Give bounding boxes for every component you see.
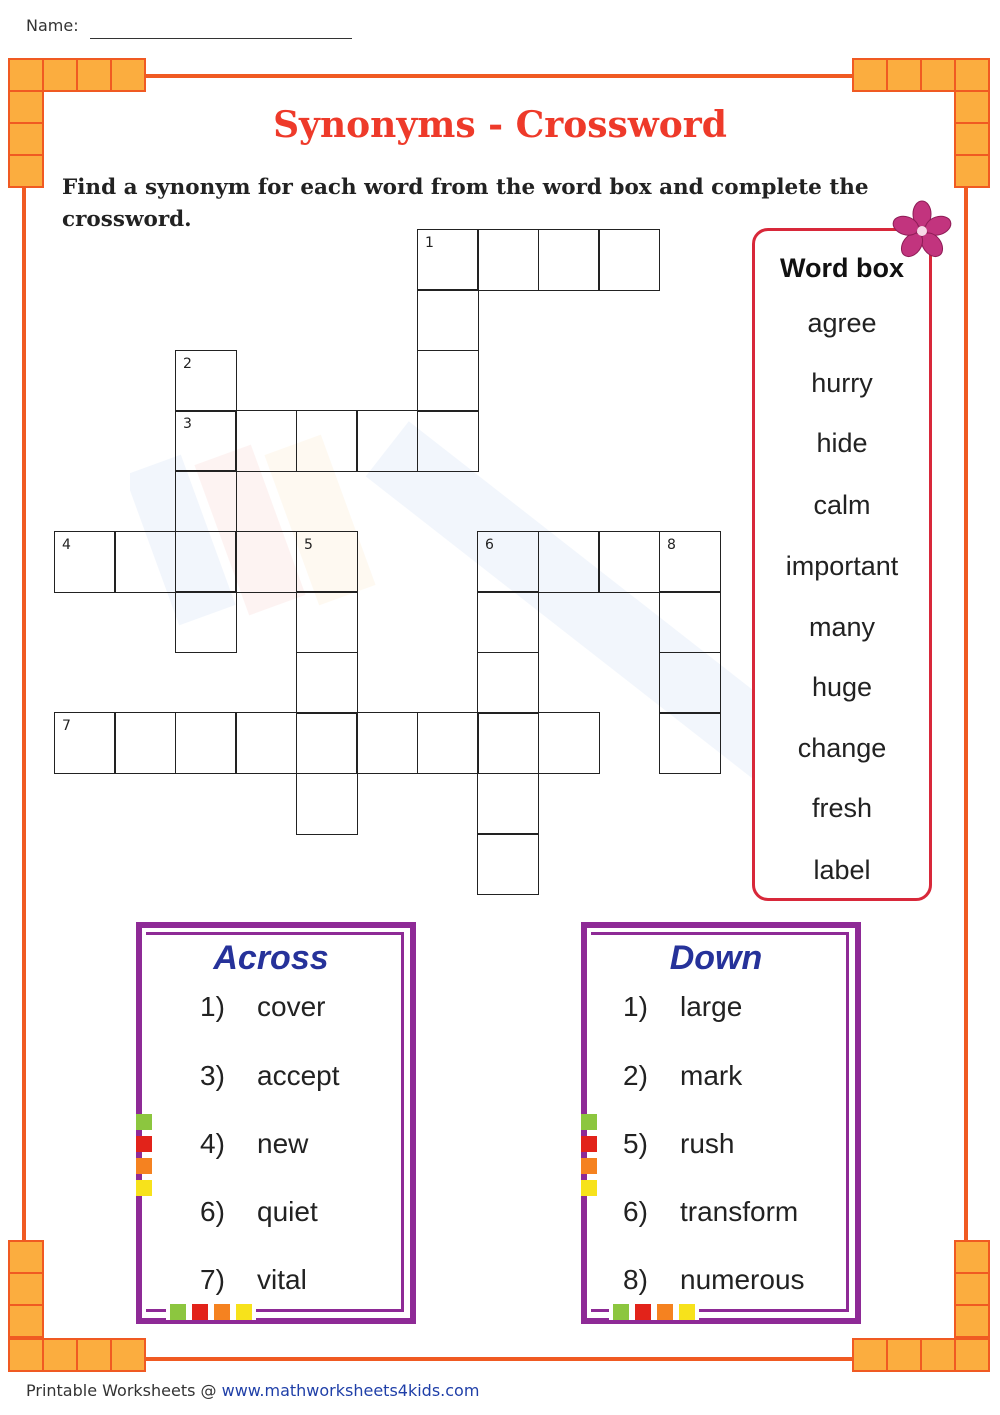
grid-cell[interactable] xyxy=(417,350,479,412)
grid-cell[interactable] xyxy=(54,712,116,774)
across-clue-word: accept xyxy=(257,1060,340,1091)
clue-number: 1 xyxy=(425,235,434,251)
grid-cell[interactable] xyxy=(477,712,539,774)
grid-cell[interactable] xyxy=(235,410,297,472)
down-clue-word: transform xyxy=(680,1196,799,1227)
grid-cell[interactable] xyxy=(477,531,539,593)
grid-cell[interactable] xyxy=(538,531,600,593)
grid-cell[interactable] xyxy=(114,531,176,593)
grid-cell[interactable] xyxy=(296,410,358,472)
grid-cell[interactable] xyxy=(477,833,539,895)
word-box-item: important xyxy=(785,551,899,581)
across-color-strip xyxy=(136,1114,152,1196)
down-clue-number: 2) xyxy=(623,1060,648,1091)
down-color-strip xyxy=(581,1114,597,1196)
across-clue-number: 3) xyxy=(200,1060,225,1091)
down-clue-word: numerous xyxy=(680,1264,805,1295)
across-clue-word: cover xyxy=(257,991,326,1022)
grid-cell[interactable] xyxy=(598,531,660,593)
grid-cell[interactable] xyxy=(477,773,539,835)
grid-cell[interactable] xyxy=(417,410,479,472)
across-color-strip-bottom xyxy=(166,1304,256,1320)
grid-cell[interactable] xyxy=(417,229,479,291)
grid-cell[interactable] xyxy=(659,531,721,593)
grid-cell[interactable] xyxy=(114,712,176,774)
grid-cell[interactable] xyxy=(235,531,297,593)
footer-label: Printable Worksheets @ xyxy=(26,1381,217,1400)
grid-cell[interactable] xyxy=(417,289,479,351)
down-clue-number: 5) xyxy=(623,1128,648,1159)
word-box-item: agree xyxy=(807,308,877,338)
grid-cell[interactable] xyxy=(659,652,721,714)
across-title: Across xyxy=(213,939,329,977)
down-clues-inner-border xyxy=(591,932,849,1312)
page-title: Synonyms - Crossword xyxy=(273,104,727,146)
clue-number: 3 xyxy=(183,416,192,432)
grid-cell[interactable] xyxy=(296,652,358,714)
across-clue-number: 4) xyxy=(200,1128,225,1159)
word-box-item: label xyxy=(813,855,871,885)
clue-number: 8 xyxy=(667,537,676,553)
grid-cell[interactable] xyxy=(296,531,358,593)
grid-cell[interactable] xyxy=(659,591,721,653)
grid-cell[interactable] xyxy=(175,410,237,472)
grid-cell[interactable] xyxy=(417,712,479,774)
across-clue-word: quiet xyxy=(257,1196,318,1227)
grid-cell[interactable] xyxy=(538,712,600,774)
footer xyxy=(26,1381,479,1400)
grid-cell[interactable] xyxy=(54,531,116,593)
clue-number: 7 xyxy=(62,718,71,734)
across-clues-inner-border xyxy=(146,932,404,1312)
name-input-line[interactable] xyxy=(90,38,352,39)
grid-cell[interactable] xyxy=(175,712,237,774)
word-box-item: huge xyxy=(811,672,873,702)
grid-cell[interactable] xyxy=(659,712,721,774)
grid-cell[interactable] xyxy=(175,350,237,412)
grid-cell[interactable] xyxy=(296,591,358,653)
down-clue-word: mark xyxy=(680,1060,743,1091)
grid-cell[interactable] xyxy=(175,470,237,532)
down-color-strip-bottom xyxy=(609,1304,699,1320)
word-box-title: Word box xyxy=(780,253,904,283)
grid-cell[interactable] xyxy=(175,531,237,593)
grid-cell[interactable] xyxy=(175,591,237,653)
clue-number: 2 xyxy=(183,356,192,372)
word-box-item: change xyxy=(797,733,887,763)
word-box-item: many xyxy=(808,612,876,642)
across-clue-word: vital xyxy=(257,1264,307,1295)
grid-cell[interactable] xyxy=(477,591,539,653)
grid-cell[interactable] xyxy=(477,229,539,291)
down-clue-number: 1) xyxy=(623,991,648,1022)
clue-number: 5 xyxy=(304,537,313,553)
name-label: Name: xyxy=(26,16,79,35)
down-clue-number: 6) xyxy=(623,1196,648,1227)
clue-number: 6 xyxy=(485,537,494,553)
word-box-item: hurry xyxy=(811,368,873,398)
clue-number: 4 xyxy=(62,537,71,553)
down-title: Down xyxy=(669,939,763,977)
grid-cell[interactable] xyxy=(477,652,539,714)
down-clue-number: 8) xyxy=(623,1264,648,1295)
across-clue-number: 1) xyxy=(200,991,225,1022)
down-clue-word: large xyxy=(680,991,743,1022)
grid-cell[interactable] xyxy=(296,773,358,835)
word-box-item: calm xyxy=(813,490,871,520)
grid-cell[interactable] xyxy=(598,229,660,291)
grid-cell[interactable] xyxy=(356,712,418,774)
instructions: Find a synonym for each word from the word box and complete the crossword. xyxy=(62,175,869,232)
grid-cell[interactable] xyxy=(538,229,600,291)
across-clue-word: new xyxy=(257,1128,309,1159)
across-clue-number: 6) xyxy=(200,1196,225,1227)
grid-cell[interactable] xyxy=(356,410,418,472)
footer-link[interactable]: www.mathworksheets4kids.com xyxy=(221,1381,480,1400)
across-clue-number: 7) xyxy=(200,1264,225,1295)
down-clue-word: rush xyxy=(680,1128,735,1159)
grid-cell[interactable] xyxy=(235,712,297,774)
word-box-item: fresh xyxy=(811,793,873,823)
word-box-item: hide xyxy=(816,428,868,458)
grid-cell[interactable] xyxy=(296,712,358,774)
